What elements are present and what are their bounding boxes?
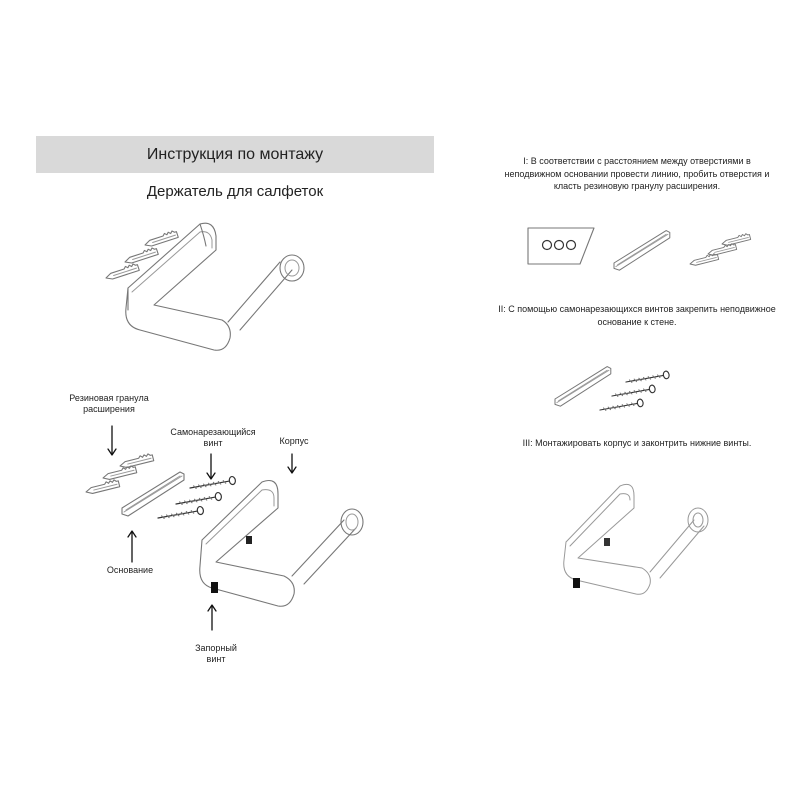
label-arrows	[108, 426, 296, 630]
step-1-text: I: В соответствии с расстоянием между отверстиями в неподвижном основании провести линию, пробить отверстия и класть резиновую гранулу расширения.	[504, 156, 770, 191]
step3-drawing	[564, 484, 708, 594]
step-2-text: II: С помощью самонарезающихся винтов закрепить неподвижное основание к стене.	[498, 304, 776, 327]
product-subtitle: Держатель для салфеток	[146, 183, 324, 200]
label-body: Корпус	[279, 436, 309, 446]
label-rubber-anchor: Резиновая гранула расширения	[69, 393, 149, 414]
label-base: Основание	[106, 565, 154, 575]
step-3-text: III: Монтажировать корпус и законтрить нижние винты.	[522, 438, 752, 448]
exploded-view-drawing	[85, 453, 363, 606]
label-self-tapping-screw: Самонарезающийся винт	[170, 427, 256, 448]
step1-drawing	[528, 228, 751, 270]
page-title: Инструкция по монтажу	[146, 146, 324, 163]
label-lock-screw: Запорный винт	[195, 643, 237, 664]
step2-drawing	[555, 367, 670, 414]
assembled-holder-drawing	[104, 223, 304, 350]
